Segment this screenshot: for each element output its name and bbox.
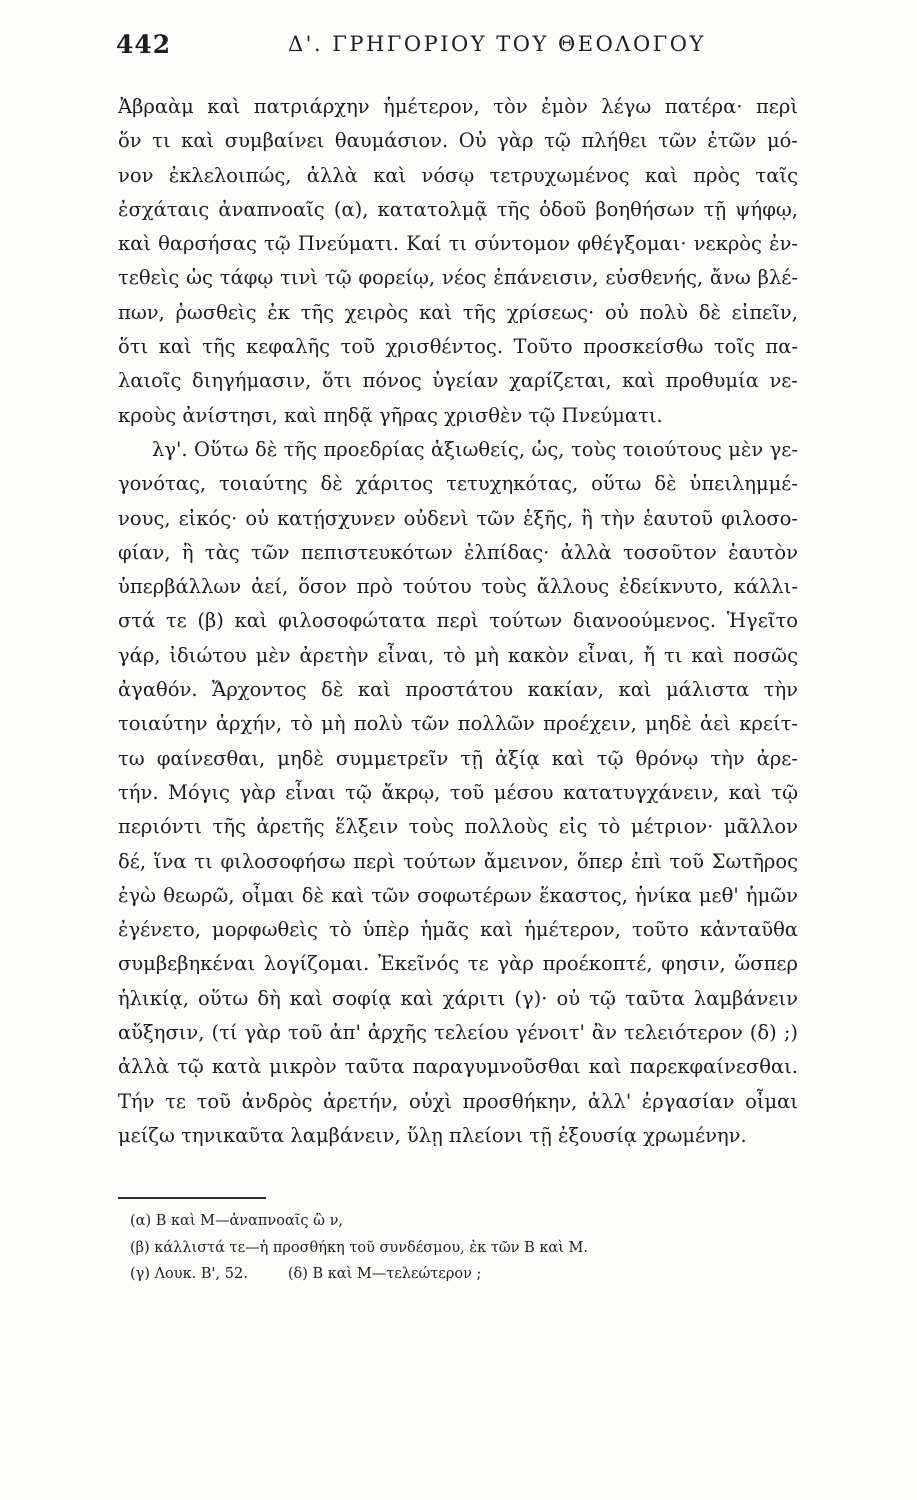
text-line: γάρ, ἰδιώτου μὲν ἀρετὴν εἶναι, τὸ μὴ κακὸν εἶναι, ἤ τι καὶ ποσῶς xyxy=(118,643,798,667)
footnote-gamma: (γ) Λουκ. Β', 52. xyxy=(130,1266,248,1282)
page-number: 442 xyxy=(116,30,172,59)
text-line: τήν. Μόγις γὰρ εἶναι τῷ ἄκρῳ, τοῦ μέσου κατατυγχάνειν, καὶ τῷ xyxy=(118,780,798,804)
text-line: Τήν τε τοῦ ἀνδρὸς ἀρετήν, οὐχὶ προσθήκην, ἀλλ' ἐργασίαν οἶμαι xyxy=(118,1089,798,1113)
footnote-rule xyxy=(118,1197,266,1199)
text-line: αὔξησιν, (τί γὰρ τοῦ ἀπ' ἀρχῆς τελείου γένοιτ' ἂν τελειότερον (δ) ;) xyxy=(118,1021,798,1045)
text-line: πων, ῥωσθεὶς ἐκ τῆς χειρὸς καὶ τῆς χρίσεως· οὐ πολὺ δὲ εἰπεῖν, xyxy=(118,300,798,324)
body-text xyxy=(118,90,798,1153)
text-line: ἀγαθόν. Ἄρχοντος δὲ καὶ προστάτου κακίαν, καὶ μάλιστα τὴν xyxy=(118,678,798,702)
text-line: τω φαίνεσθαι, μηδὲ συμμετρεῖν τῇ ἀξίᾳ καὶ τῷ θρόνῳ τὴν ἀρε- xyxy=(118,746,798,770)
text-line: ἀλλὰ τῷ κατὰ μικρὸν ταῦτα παραγυμνοῦσθαι καὶ παρεκφαίνεσθαι. xyxy=(118,1055,798,1079)
text-line: ὑπερβάλλων ἀεί, ὅσον πρὸ τούτου τοὺς ἄλλους ἐδείκνυτο, κάλλι- xyxy=(118,575,798,599)
text-line: ἐγὼ θεωρῶ, οἶμαι δὲ καὶ τῶν σοφωτέρων ἕκαστος, ἡνίκα μεθ' ἡμῶν xyxy=(118,883,798,907)
text-line: νους, εἰκός· οὐ κατῄσχυνεν οὐδενὶ τῶν ἑξῆς, ἢ τὴν ἑαυτοῦ φιλοσο- xyxy=(118,506,798,530)
text-line: λαιοῖς διηγήμασιν, ὅτι πόνος ὑγείαν χαρίζεται, καὶ προθυμία νε- xyxy=(118,369,798,393)
text-line: ἐγένετο, μορφωθεὶς τὸ ὑπὲρ ἡμᾶς καὶ ἡμέτερον, τοῦτο κἀνταῦθα xyxy=(118,918,798,942)
text-line: τεθεὶς ὡς τάφῳ τινὶ τῷ φορείῳ, νέος ἐπάνεισιν, εὐσθενής, ἄνω βλέ- xyxy=(118,266,798,290)
paragraph-end-line: μείζω τηνικαῦτα λαμβάνειν, ὕλῃ πλείονι τῇ ἐξουσίᾳ χρωμένην. xyxy=(118,1123,747,1147)
text-line: ἐσχάταις ἀναπνοαῖς (α), κατατολμᾷ τῆς ὁδοῦ βοηθήσων τῇ ψήφῳ, xyxy=(118,197,798,221)
text-line: γονότας, τοιαύτης δὲ χάριτος τετυχηκότας, οὕτω δὲ ὑπειλημμέ- xyxy=(118,472,798,496)
footnote-row xyxy=(130,1261,730,1288)
text-line: τοιαύτην ἀρχήν, τὸ μὴ πολὺ τῶν πολλῶν προέχειν, μηδὲ ἀεὶ κρείτ- xyxy=(118,712,798,736)
text-line: ὅτι καὶ τῆς κεφαλῆς τοῦ χρισθέντος. Τοῦτο προσκείσθω τοῖς πα- xyxy=(118,335,798,359)
text-line: δέ, ἵνα τι φιλοσοφήσω περὶ τούτων ἄμεινον, ὅπερ ἐπὶ τοῦ Σωτῆρος xyxy=(118,849,798,873)
section-start-line: λγ'. Οὕτω δὲ τῆς προεδρίας ἀξιωθείς, ὡς, τοὺς τοιούτους μὲν γε- xyxy=(152,437,798,461)
text-line: φίαν, ἢ τὰς τῶν πεπιστευκότων ἐλπίδας· ἀλλὰ τοσοῦτον ἑαυτὸν xyxy=(118,540,798,564)
text-line: καὶ θαρσήσας τῷ Πνεύματι. Καί τι σύντομον φθέγξομαι· νεκρὸς ἐν- xyxy=(118,232,798,256)
running-title: Δ'. ΓΡΗΓΟΡΙΟΥ ΤΟΥ ΘΕΟΛΟΓΟΥ xyxy=(288,32,706,56)
footnotes xyxy=(130,1208,730,1288)
footnote-delta: (δ) Β καὶ Μ—τελεώτερον ; xyxy=(287,1266,482,1282)
text-line: συμβεβηκέναι λογίζομαι. Ἐκεῖνός τε γὰρ προέκοπτέ, φησιν, ὥσπερ xyxy=(118,952,798,976)
paragraph-end-line: κροὺς ἀνίστησι, καὶ πηδᾷ γῆρας χρισθὲν τῷ Πνεύματι. xyxy=(118,403,663,427)
text-line: ἡλικίᾳ, οὕτω δὴ καὶ σοφίᾳ καὶ χάριτι (γ)· οὐ τῷ ταῦτα λαμβάνειν xyxy=(118,986,798,1010)
text-line: νον ἐκλελοιπώς, ἀλλὰ καὶ νόσῳ τετρυχωμένος καὶ πρὸς ταῖς xyxy=(118,163,798,187)
running-head xyxy=(116,30,816,64)
text-line: περιόντι τῆς ἀρετῆς ἕλξειν τοὺς πολλοὺς εἰς τὸ μέτριον· μᾶλλον xyxy=(118,815,798,839)
text-line: στά τε (β) καὶ φιλοσοφώτατα περὶ τούτων διανοούμενος. Ἡγεῖτο xyxy=(118,609,798,633)
footnote-beta: (β) κάλλιστά τε—ἡ προσθήκη τοῦ συνδέσμου, ἐκ τῶν Β καὶ Μ. xyxy=(130,1239,588,1256)
text-line: Ἀβραὰμ καὶ πατριάρχην ἡμέτερον, τὸν ἐμὸν λέγω πατέρα· περὶ xyxy=(118,95,798,118)
text-line: ὅν τι καὶ συμβαίνει θαυμάσιον. Οὐ γὰρ τῷ πλήθει τῶν ἐτῶν μό- xyxy=(118,129,798,153)
footnote-alpha: (α) Β καὶ Μ—ἀναπνοαῖς ὢ ν, xyxy=(130,1213,344,1229)
